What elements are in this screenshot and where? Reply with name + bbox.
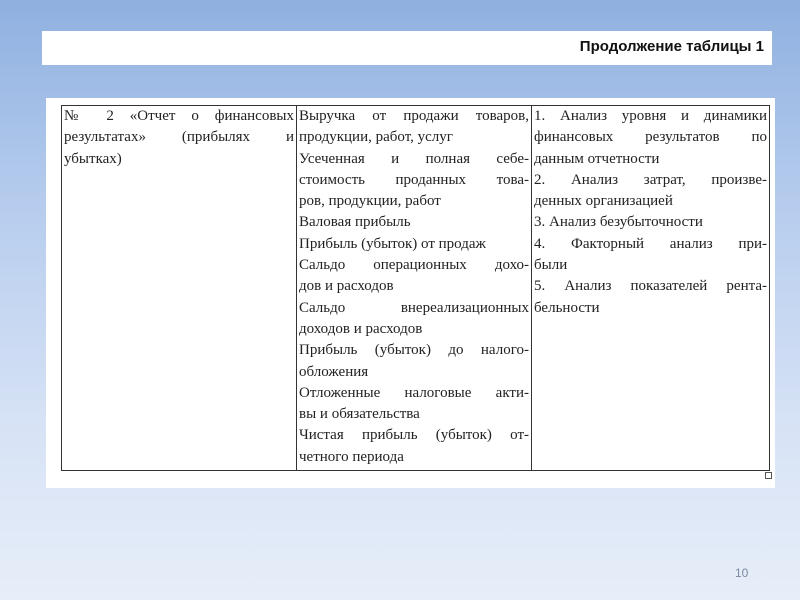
- cell-line: обложения: [299, 363, 369, 380]
- cell-line: Валовая прибыль: [299, 214, 411, 231]
- cell-line: были: [534, 257, 568, 274]
- cell-line: № 2 «Отчет о финансовых: [64, 108, 294, 124]
- table-cell-indicators: [297, 106, 532, 471]
- cell-line: вы и обязательства: [299, 406, 420, 423]
- table-cell-report-name: [62, 106, 297, 471]
- page-number: 10: [735, 566, 749, 580]
- cell-line: доходов и расходов: [299, 320, 423, 337]
- cell-line: 2. Анализ затрат, произве-: [534, 171, 767, 188]
- cell-line: ров, продукции, работ: [299, 193, 441, 210]
- table-row: [62, 106, 770, 471]
- cell-line: дов и расходов: [299, 278, 394, 295]
- cell-line: данным отчетности: [534, 150, 660, 167]
- slide-title: Продолжение таблицы 1: [579, 38, 764, 55]
- cell-line: убытках): [64, 150, 122, 167]
- cell-line: 4. Факторный анализ при-: [534, 235, 767, 252]
- table-cell-analysis: [532, 106, 770, 471]
- cell-line: Сальдо внереализационных: [299, 299, 529, 316]
- cell-line: стоимость проданных това-: [299, 171, 529, 188]
- cell-line: денных организацией: [534, 193, 673, 210]
- report-table: [61, 105, 770, 471]
- cell-line: Усеченная и полная себе-: [299, 150, 529, 167]
- cell-line: 5. Анализ показателей рента-: [534, 278, 767, 295]
- cell-line: 3. Анализ безубыточности: [534, 214, 703, 231]
- cell-line: четного периода: [299, 448, 404, 465]
- cell-line: Прибыль (убыток) от продаж: [299, 235, 486, 252]
- cell-line: продукции, работ, услуг: [299, 129, 453, 146]
- table-resize-handle[interactable]: [765, 472, 772, 479]
- cell-line: Отложенные налоговые акти-: [299, 384, 529, 401]
- document-image: [46, 98, 775, 488]
- cell-line: Прибыль (убыток) до налого-: [299, 342, 529, 359]
- cell-line: Сальдо операционных дохо-: [299, 257, 529, 274]
- title-bar: [42, 31, 772, 65]
- cell-line: Выручка от продажи товаров,: [299, 108, 529, 124]
- cell-line: 1. Анализ уровня и динамики: [534, 108, 767, 124]
- cell-line: финансовых результатов по: [534, 129, 767, 146]
- cell-line: Чистая прибыль (убыток) от-: [299, 427, 529, 444]
- cell-line: бельности: [534, 299, 600, 316]
- cell-line: результатах» (прибылях и: [64, 129, 294, 146]
